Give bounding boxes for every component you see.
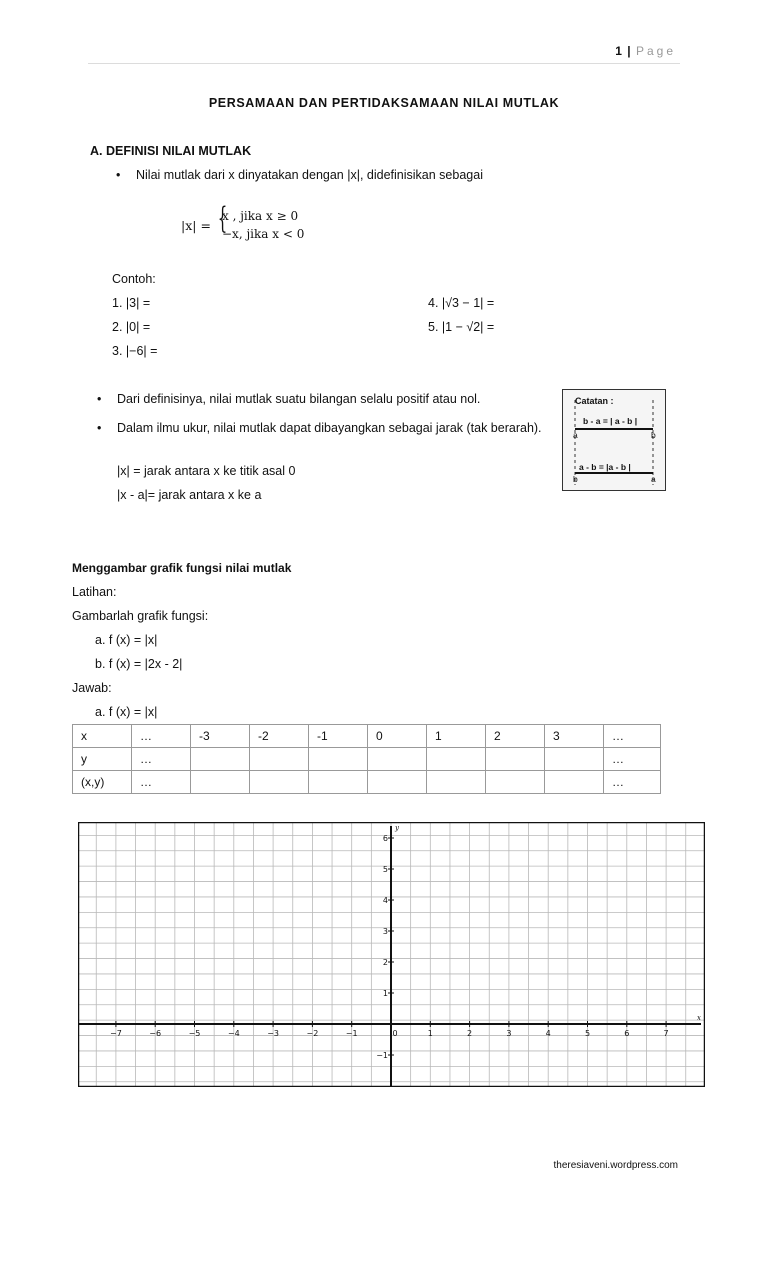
- page-number: [615, 44, 676, 58]
- exercise-item-b: b. f (x) = |2x - 2|: [95, 657, 183, 671]
- table-cell: [368, 771, 427, 794]
- page-label: Page: [635, 44, 676, 58]
- distance-line-1: |x| = jarak antara x ke titik asal 0: [117, 464, 296, 478]
- contoh-label: Contoh:: [112, 272, 156, 286]
- graph-section-heading: Menggambar grafik fungsi nilai mutlak: [72, 561, 292, 575]
- x-axis-label: x: [697, 1014, 701, 1022]
- table-cell: -2: [250, 725, 309, 748]
- table-cell: 0: [368, 725, 427, 748]
- x-tick-label: −6: [149, 1029, 162, 1038]
- catatan-bottom-left-label: b: [573, 474, 578, 484]
- distance-text: Dalam ilmu ukur, nilai mutlak dapat dibayangkan sebagai jarak (tak berarah).: [117, 421, 542, 435]
- table-cell: [486, 771, 545, 794]
- x-tick-label: −2: [306, 1029, 319, 1038]
- y-axis-label: y: [395, 824, 399, 832]
- x-tick-label: 1: [427, 1029, 433, 1038]
- table-cell: [486, 748, 545, 771]
- table-cell: [250, 748, 309, 771]
- instruction-text: Gambarlah grafik fungsi:: [72, 609, 209, 623]
- header-rule: [88, 63, 680, 64]
- x-tick-label: 6: [624, 1029, 630, 1038]
- table-cell: …: [604, 748, 661, 771]
- table-cell: [427, 771, 486, 794]
- y-tick-label: 2: [382, 958, 388, 967]
- definition-text: Nilai mutlak dari x dinyatakan dengan |x|, didefinisikan sebagai: [136, 168, 483, 182]
- jawab-label: Jawab:: [72, 681, 112, 695]
- x-tick-label: 4: [545, 1029, 551, 1038]
- table-cell: 2: [486, 725, 545, 748]
- value-table: [72, 724, 661, 794]
- definition-bullet: [136, 168, 483, 182]
- x-tick-label: −5: [188, 1029, 201, 1038]
- table-cell: [427, 748, 486, 771]
- table-cell: [191, 748, 250, 771]
- table-cell: 3: [545, 725, 604, 748]
- document-title: PERSAMAAN DAN PERTIDAKSAMAAN NILAI MUTLAK: [208, 96, 560, 110]
- footer-source: theresiaveni.wordpress.com: [553, 1160, 678, 1171]
- table-cell: [309, 771, 368, 794]
- y-tick-label: 1: [382, 989, 388, 998]
- table-cell: x: [73, 725, 132, 748]
- table-cell: [191, 771, 250, 794]
- cartesian-grid: [78, 822, 705, 1087]
- table-cell: y: [73, 748, 132, 771]
- exercise-item-a: a. f (x) = |x|: [95, 633, 158, 647]
- catatan-number-lines: [563, 390, 665, 490]
- y-tick-label: 4: [382, 896, 388, 905]
- latihan-label: Latihan:: [72, 585, 117, 599]
- table-cell: [250, 771, 309, 794]
- x-tick-label: −1: [345, 1029, 358, 1038]
- y-tick-label: 3: [382, 927, 388, 936]
- table-cell: [545, 771, 604, 794]
- x-tick-label: −7: [110, 1029, 122, 1038]
- table-cell: …: [132, 771, 191, 794]
- y-tick-label: −1: [376, 1051, 388, 1060]
- table-cell: -3: [191, 725, 250, 748]
- x-tick-label: 3: [506, 1029, 512, 1038]
- x-tick-label: 2: [467, 1029, 473, 1038]
- example-4: 4. |√3 − 1| =: [428, 296, 495, 310]
- example-1: 1. |3| =: [112, 296, 151, 310]
- formula-case-2: −x, jika x < 0: [222, 227, 305, 241]
- formula-brace: {: [217, 201, 228, 236]
- page-separator: |: [627, 44, 632, 58]
- page-number-value: 1: [615, 44, 623, 58]
- table-cell: [545, 748, 604, 771]
- catatan-bottom-right-label: a: [651, 474, 656, 484]
- catatan-top-left-label: a: [573, 430, 578, 440]
- table-cell: …: [604, 771, 661, 794]
- value-table-body: [73, 725, 661, 794]
- table-cell: …: [604, 725, 661, 748]
- catatan-title: Catatan :: [575, 396, 614, 406]
- x-tick-label: 7: [663, 1029, 669, 1038]
- positive-bullet: [117, 392, 480, 406]
- catatan-note-box: [562, 389, 666, 491]
- table-cell: [368, 748, 427, 771]
- table-cell: (x,y): [73, 771, 132, 794]
- catatan-top-right-label: b: [651, 430, 656, 440]
- table-row: [73, 725, 661, 748]
- table-cell: -1: [309, 725, 368, 748]
- formula-lhs: |x| =: [181, 218, 211, 233]
- catatan-eq-1: b - a = | a - b |: [583, 416, 638, 426]
- x-tick-label: −4: [227, 1029, 240, 1038]
- y-tick-label: 6: [382, 834, 388, 843]
- table-row: [73, 748, 661, 771]
- table-row: [73, 771, 661, 794]
- positive-text: Dari definisinya, nilai mutlak suatu bilangan selalu positif atau nol.: [117, 392, 481, 406]
- x-tick-label: −3: [267, 1029, 279, 1038]
- table-cell: …: [132, 748, 191, 771]
- formula-case-1: x , jika x ≥ 0: [222, 209, 299, 223]
- distance-bullet: [117, 416, 550, 440]
- table-cell: [309, 748, 368, 771]
- example-2: 2. |0| =: [112, 320, 151, 334]
- example-3: 3. |−6| =: [112, 344, 158, 358]
- example-5: 5. |1 − √2| =: [428, 320, 495, 334]
- x-tick-label: 0: [392, 1029, 398, 1038]
- section-a-heading: A. DEFINISI NILAI MUTLAK: [90, 144, 252, 158]
- x-tick-label: 5: [584, 1029, 591, 1038]
- answer-item-a: a. f (x) = |x|: [95, 705, 158, 719]
- table-cell: …: [132, 725, 191, 748]
- y-tick-label: 5: [382, 865, 388, 874]
- table-cell: 1: [427, 725, 486, 748]
- distance-line-2: |x - a|= jarak antara x ke a: [117, 488, 262, 502]
- catatan-eq-2: a - b = |a - b |: [579, 462, 631, 472]
